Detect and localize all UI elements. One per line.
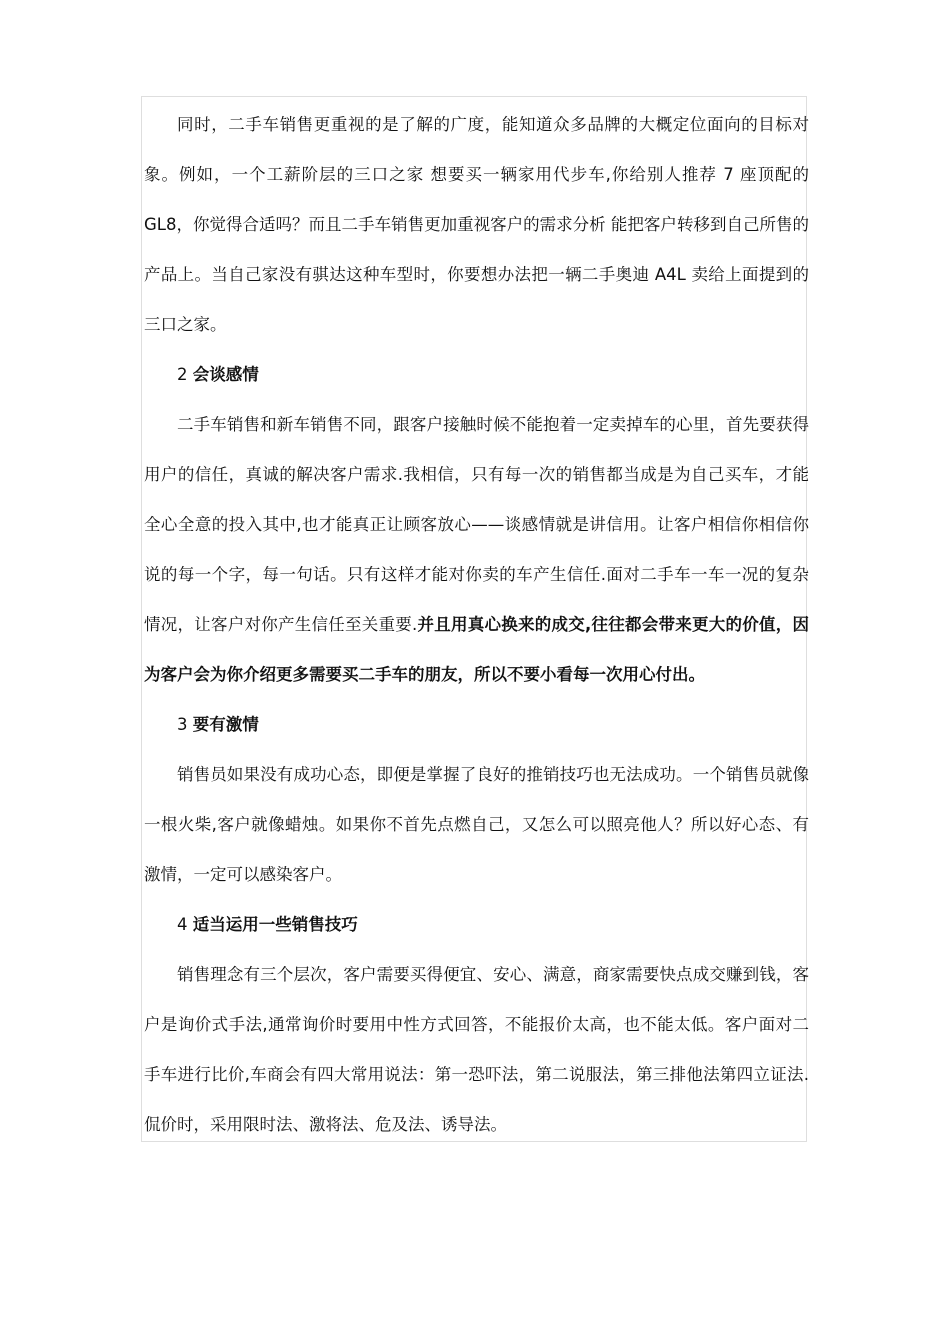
section-3-paragraph: 销售员如果没有成功心态，即便是掌握了良好的推销技巧也无法成功。一个销售员就像一根火柴,客户就像蜡烛。如果你不首先点燃自己，又怎么可以照亮他人？所以好心态、有激情，一定可以感染客户。 [144, 765, 809, 884]
section-4-paragraph: 销售理念有三个层次，客户需要买得便宜、安心、满意，商家需要快点成交赚到钱，客户是询价式手法,通常询价时要用中性方式回答，不能报价太高，也不能太低。客户面对二手车进行比价,车商会有四大常用说法：第一恐吓法，第二说服法，第三排他法第四立证法.侃价时，采用限时法、激将法、危及法、诱导法。 [144, 965, 809, 1134]
section-2-number: 2 [177, 365, 188, 384]
section-4-heading [144, 900, 809, 950]
document-body [144, 100, 809, 1150]
section-4-number: 4 [177, 915, 188, 934]
section-3-heading [144, 700, 809, 750]
section-3-number: 3 [177, 715, 188, 734]
section-2-bold-text: 并且用真心换来的成交,往往都会带来更大的价值，因为客户会为你介绍更多需要买二手车的朋友，所以不要小看每一次用心付出。 [144, 615, 809, 684]
intro-paragraph: 同时，二手车销售更重视的是了解的广度，能知道众多品牌的大概定位面向的目标对象。例如，一个工薪阶层的三口之家 想要买一辆家用代步车,你给别人推荐 7 座顶配的 GL8，你觉得合适吗？而且二手车销售更加重视客户的需求分析 能把客户转移到自己所售的产品上。当自己家没有骐达这种车型时，你要想办法把一辆二手奥迪 A4L 卖给上面提到的三口之家。 [144, 115, 809, 334]
section-2-title: 会谈感情 [192, 365, 259, 384]
section-2-paragraph [144, 400, 809, 700]
section-4-title: 适当运用一些销售技巧 [192, 915, 358, 934]
section-2-heading [144, 350, 809, 400]
section-2-text: 二手车销售和新车销售不同，跟客户接触时候不能抱着一定卖掉车的心里，首先要获得用户的信任，真诚的解决客户需求.我相信，只有每一次的销售都当成是为自己买车，才能全心全意的投入其中,也才能真正让顾客放心——谈感情就是讲信用。让客户相信你相信你说的每一个字，每一句话。只有这样才能对你卖的车产生信任.面对二手车一车一况的复杂情况，让客户对你产生信任至关重要. [144, 415, 809, 634]
section-3-title: 要有激情 [192, 715, 259, 734]
